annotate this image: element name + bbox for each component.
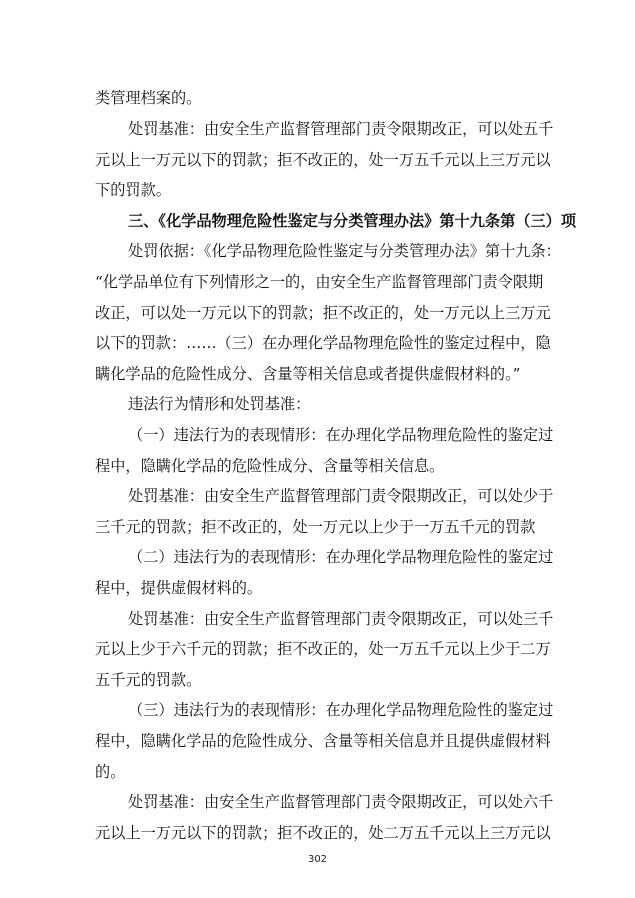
text-line: 程中，隐瞒化学品的危险性成分、含量等相关信息并且提供虚假材料 — [95, 732, 551, 750]
text-line: 元以上一万元以下的罚款；拒不改正的，处一万五千元以上三万元以 — [95, 151, 551, 169]
text-line: （三）违法行为的表现情形：在办理化学品物理危险性的鉴定过 — [128, 701, 554, 719]
text-line: 下的罚款。 — [95, 181, 171, 199]
text-line: “化学品单位有下列情形之一的，由安全生产监督管理部门责令限期 — [95, 273, 544, 291]
text-line: 瞒化学品的危险性成分、含量等相关信息或者提供虚假材料的。” — [95, 365, 521, 383]
text-line: 处罚基准：由安全生产监督管理部门责令限期改正，可以处六千 — [128, 793, 554, 811]
text-line: 五千元的罚款。 — [95, 671, 202, 689]
text-line: 处罚基准：由安全生产监督管理部门责令限期改正，可以处少于 — [128, 487, 554, 505]
text-line: 元以上少于六千元的罚款；拒不改正的，处一万五千元以上少于二万 — [95, 640, 551, 658]
text-line: 类管理档案的。 — [95, 89, 202, 107]
text-line: 元以上一万元以下的罚款；拒不改正的，处二万五千元以上三万元以 — [95, 824, 551, 842]
text-line: （一）违法行为的表现情形：在办理化学品物理危险性的鉴定过 — [128, 426, 554, 444]
text-line: 三千元的罚款；拒不改正的，处一万元以上少于一万五千元的罚款 — [95, 518, 536, 536]
text-line: 以下的罚款：……（三）在办理化学品物理危险性的鉴定过程中，隐 — [95, 334, 551, 352]
text-line: 的。 — [95, 763, 126, 781]
page-number: 302 — [307, 854, 328, 865]
section-heading: 三、《化学品物理危险性鉴定与分类管理办法》第十九条第（三）项 — [128, 212, 577, 230]
text-line: 违法行为情形和处罚基准： — [128, 395, 311, 413]
text-line: 处罚基准：由安全生产监督管理部门责令限期改正，可以处五千 — [128, 120, 554, 138]
text-line: 处罚基准：由安全生产监督管理部门责令限期改正，可以处三千 — [128, 610, 554, 628]
text-line: 程中，提供虚假材料的。 — [95, 579, 263, 597]
text-line: 处罚依据：《化学品物理危险性鉴定与分类管理办法》第十九条： — [128, 242, 561, 260]
text-line: 程中，隐瞒化学品的危险性成分、含量等相关信息。 — [95, 457, 445, 475]
text-line: 改正，可以处一万元以下的罚款；拒不改正的，处一万元以上三万元 — [95, 304, 551, 322]
text-line: （二）违法行为的表现情形：在办理化学品物理危险性的鉴定过 — [128, 548, 554, 566]
